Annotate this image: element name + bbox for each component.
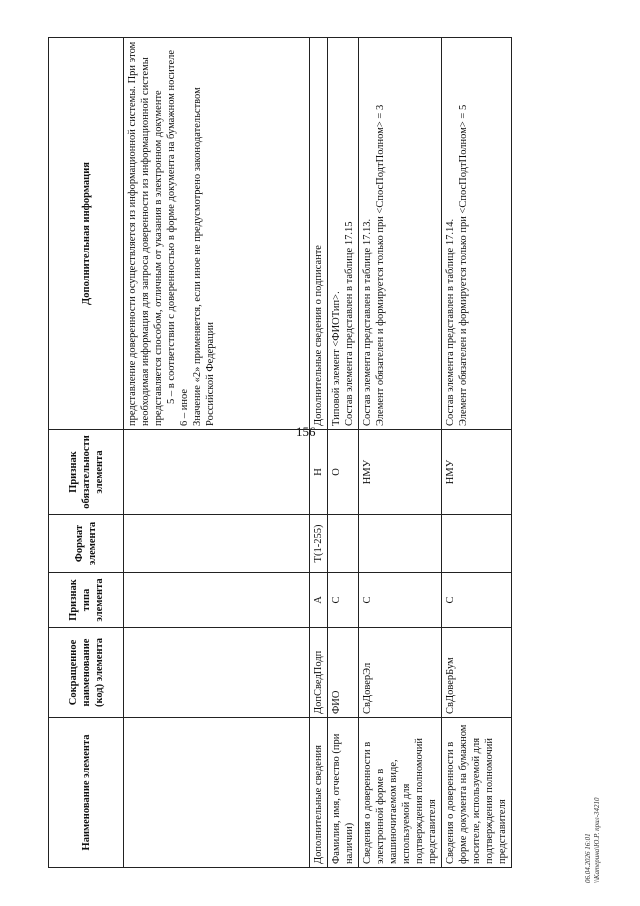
cell-type: А xyxy=(310,573,328,628)
cell-info xyxy=(310,38,328,430)
cell-type xyxy=(124,573,310,628)
info-line: Состав элемента представлен в таблице 17.14. xyxy=(445,218,456,426)
table-row xyxy=(442,38,512,868)
cell-mandatory: НМУ xyxy=(442,430,512,515)
cell-info xyxy=(442,38,512,430)
info-line: 5 – в соответствии с доверенностью в форме документа на бумажном носителе xyxy=(166,49,177,404)
cell-type: С xyxy=(359,573,442,628)
cell-mandatory: О xyxy=(328,430,359,515)
info-line: Состав элемента представлен в таблице 17.15 xyxy=(344,221,355,426)
table-row xyxy=(359,38,442,868)
info-line: 6 – иное xyxy=(179,388,190,426)
info-line: представление доверенности осуществляется из информационной системы. При этом необходимая информация для запроса доверенности из информационной системы представляется способом, отличным от указания в электронном документе xyxy=(127,41,164,426)
info-line: Элемент обязателен и формируется только при <СпосПодтПолном> = 3 xyxy=(375,104,386,426)
info-line: Элемент обязателен и формируется только при <СпосПодтПолном> = 5 xyxy=(458,104,469,426)
page-number: 156 xyxy=(296,424,316,439)
table-row xyxy=(124,38,310,868)
header-code: Сокращенное наименование (код) элемента xyxy=(49,628,124,718)
header-info: Дополнительная информация xyxy=(49,38,124,430)
header-name: Наименование элемента xyxy=(49,718,124,868)
cell-format: T(1-255) xyxy=(310,515,328,573)
table-header-row xyxy=(49,38,124,868)
cell-type: С xyxy=(442,573,512,628)
cell-format xyxy=(442,515,512,573)
info-line: Значение «2» применяется, если иное не предусмотрено законодательством Российской Федерации xyxy=(192,87,216,426)
info-line: Дополнительные сведения о подписанте xyxy=(313,245,324,426)
cell-name: Фамилия, имя, отчество (при наличии) xyxy=(328,718,359,868)
header-format: Формат элемента xyxy=(49,515,124,573)
cell-info xyxy=(328,38,359,430)
table-row xyxy=(310,38,328,868)
cell-name xyxy=(124,718,310,868)
print-stamp xyxy=(584,723,602,883)
table-row xyxy=(328,38,359,868)
stamp-line-1: 06.04.2026 16:01 xyxy=(584,833,592,883)
header-type: Признак типа элемента xyxy=(49,573,124,628)
cell-format xyxy=(359,515,442,573)
info-line: Типовой элемент <ФИОТип>. xyxy=(331,291,342,426)
header-mandatory: Признак обязательности элемента xyxy=(49,430,124,515)
cell-name: Сведения о доверенности в электронной форме в машиночитаемом виде, используемой для подтверждения полномочий представителя xyxy=(359,718,442,868)
info-line: Состав элемента представлен в таблице 17.13. xyxy=(362,218,373,426)
cell-name: Сведения о доверенности в форме документа на бумажном носителе, используемой для подтверждения полномочий представителя xyxy=(442,718,512,868)
cell-info xyxy=(359,38,442,430)
cell-type: С xyxy=(328,573,359,628)
cell-mandatory: НМУ xyxy=(359,430,442,515)
cell-code: СвДоверБум xyxy=(442,628,512,718)
cell-code: ДопСведПодп xyxy=(310,628,328,718)
cell-code: СвДоверЭл xyxy=(359,628,442,718)
cell-name: Дополнительные сведения xyxy=(310,718,328,868)
cell-format xyxy=(328,515,359,573)
cell-format xyxy=(124,515,310,573)
rotated-page xyxy=(48,38,508,868)
cell-code: ФИО xyxy=(328,628,359,718)
cell-mandatory: Н xyxy=(310,430,328,515)
cell-code xyxy=(124,628,310,718)
cell-info xyxy=(124,38,310,430)
elements-table xyxy=(48,37,512,868)
cell-mandatory xyxy=(124,430,310,515)
stamp-line-2: \\Катерина\Ю.Р. прил-34210 xyxy=(593,797,601,883)
